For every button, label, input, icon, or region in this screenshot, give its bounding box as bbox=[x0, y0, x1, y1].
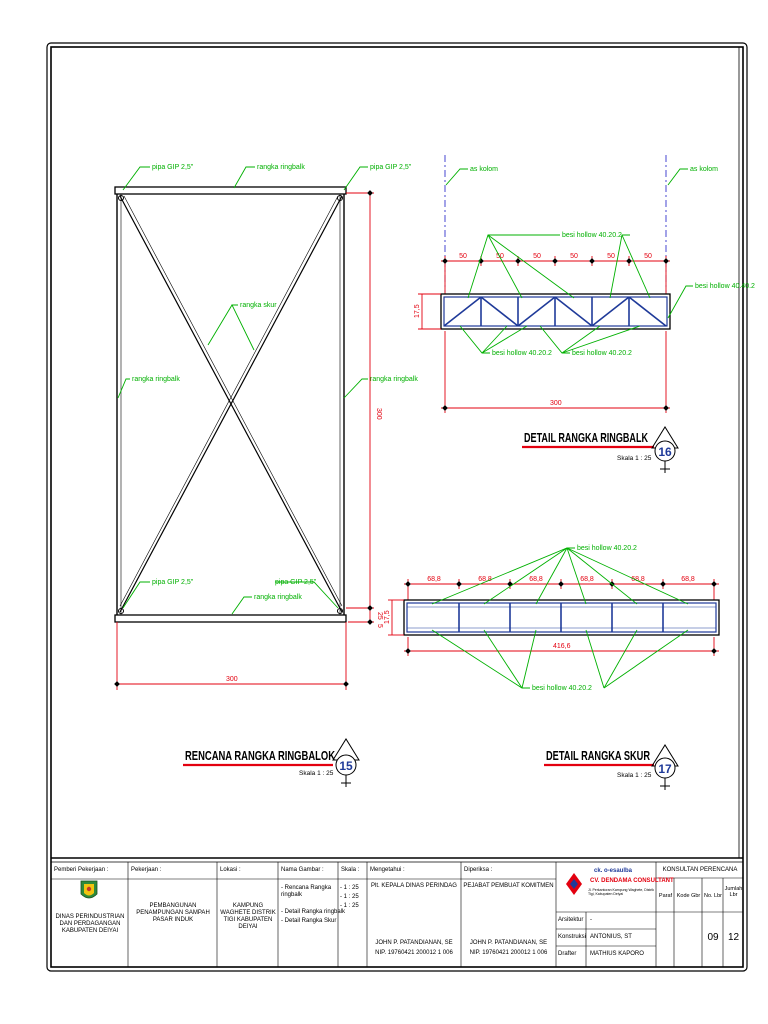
info-header: KONSULTAN PERENCANA bbox=[662, 867, 738, 873]
job-value: PEMBANGUNAN PENAMPUNGAN SAMPAH PASAR INDUK bbox=[136, 903, 210, 923]
info-paraf: Paraf bbox=[658, 893, 673, 899]
checked-nip: NIP. 19760421 200012 1 006 bbox=[469, 950, 548, 956]
approved-role: Plt. KEPALA DINAS PERINDAG bbox=[371, 883, 457, 889]
label-owner: Pemberi Pekerjaan : bbox=[54, 867, 109, 873]
label-drawing-name: Nama Gambar : bbox=[281, 867, 324, 873]
callout-as-kolom-left: as kolom bbox=[470, 166, 499, 173]
drawing-title-detail-ringbalk: DETAIL RANGKA RINGBALK bbox=[524, 430, 649, 445]
role-drafter: Drafter bbox=[558, 951, 577, 957]
name-arsitektur: - bbox=[590, 917, 592, 923]
dim-seg-6: 50 bbox=[644, 253, 652, 260]
callout-ringbalk-bottom: rangka ringbalk bbox=[254, 594, 302, 601]
checked-role: PEJABAT PEMBUAT KOMITMEN bbox=[463, 883, 554, 889]
ringbalk-bottom-beam bbox=[115, 615, 346, 622]
svg-text:15: 15 bbox=[339, 759, 353, 773]
dim-skur-seg-1: 68,8 bbox=[427, 576, 441, 583]
dim-seg-4: 50 bbox=[570, 253, 578, 260]
role-konstruksi: Konstruksi bbox=[558, 934, 587, 940]
drawing-name-2: - Detail Rangka ringbalk bbox=[281, 909, 346, 915]
info-kode: Kode Gbr bbox=[676, 893, 701, 899]
dim-seg-3: 50 bbox=[533, 253, 541, 260]
dim-edge-5: 5 bbox=[376, 624, 383, 628]
callout-hollow-40-20-bl: besi hollow 40.20.2 bbox=[492, 350, 552, 357]
drawing-scale-rencana: Skala 1 : 25 bbox=[299, 770, 334, 777]
drawing-title-detail-skur: DETAIL RANGKA SKUR bbox=[546, 748, 651, 763]
outer-border bbox=[47, 43, 747, 971]
callout-pipa-br: pipa GIP 2,5" bbox=[275, 579, 317, 586]
callout-pipa-tl: pipa GIP 2,5" bbox=[152, 164, 194, 171]
location-value: KAMPUNG WAGHETE DISTRIK TIGI KABUPATEN DEIYAI bbox=[220, 903, 276, 930]
sheet-total: 12 bbox=[727, 932, 740, 943]
dim-edge-25: 25 bbox=[376, 612, 383, 620]
label-scale: Skala : bbox=[341, 867, 360, 873]
drawing-name-1: - Rencana Rangka ringbalk bbox=[281, 885, 332, 898]
callout-skur-hollow-top: besi hollow 40.20.2 bbox=[577, 545, 637, 552]
dim-skur-height: 17,5 bbox=[384, 610, 391, 624]
role-arsitektur: Arsitektur bbox=[558, 917, 584, 923]
label-location: Lokasi : bbox=[220, 867, 241, 873]
dim-seg-1: 50 bbox=[459, 253, 467, 260]
checked-name: JOHN P. PATANDIANAN, SE bbox=[469, 940, 548, 946]
name-drafter: MATHIUS KAPORO bbox=[590, 951, 644, 957]
approved-nip: NIP. 19760421 200012 1 006 bbox=[375, 950, 453, 956]
dim-skur-seg-6: 68,8 bbox=[681, 576, 695, 583]
consultant-address: Jl. Perkantoran Kampung Waghete, Distrik Tigi, Kabupaten Deiyai bbox=[588, 888, 655, 897]
label-job: Pekerjaan : bbox=[131, 867, 162, 873]
drawing-detail-skur bbox=[384, 545, 719, 790]
dim-seg-2: 50 bbox=[496, 253, 504, 260]
info-jumlah: Jumlah Lbr bbox=[724, 886, 743, 899]
svg-text:16: 16 bbox=[658, 445, 672, 459]
dim-width-300: 300 bbox=[226, 676, 238, 683]
drawing-detail-ringbalk bbox=[414, 155, 755, 473]
inner-border bbox=[51, 47, 743, 967]
callout-hollow-40-40: besi hollow 40.40.2 bbox=[695, 283, 755, 290]
dim-skur-seg-3: 68,8 bbox=[529, 576, 543, 583]
scale-1: - 1 : 25 bbox=[340, 885, 359, 891]
drawing-name-3: - Detail Rangka Skur bbox=[281, 918, 337, 924]
callout-as-kolom-right: as kolom bbox=[690, 166, 719, 173]
info-no: No. Lbr bbox=[703, 893, 723, 899]
callout-hollow-40-20-br: besi hollow 40.20.2 bbox=[572, 350, 632, 357]
callout-pipa-tr: pipa GIP 2,5" bbox=[370, 164, 412, 171]
callout-pipa-bl: pipa GIP 2,5" bbox=[152, 579, 194, 586]
scale-2: - 1 : 25 bbox=[340, 894, 359, 900]
name-konstruksi: ANTONIUS, ST bbox=[590, 934, 632, 940]
callout-skur: rangka skur bbox=[240, 302, 277, 309]
dim-skur-total: 416,6 bbox=[553, 643, 571, 650]
callout-ringbalk-left: rangka ringbalk bbox=[132, 376, 180, 383]
approved-name: JOHN P. PATANDIANAN, SE bbox=[375, 940, 453, 946]
callout-ringbalk-top: rangka ringbalk bbox=[257, 164, 305, 171]
consultant-logo-icon bbox=[566, 873, 582, 895]
drawing-scale-detail-skur: Skala 1 : 25 bbox=[617, 772, 652, 779]
regency-emblem-icon bbox=[81, 881, 97, 898]
callout-skur-hollow-bottom: besi hollow 40.20.2 bbox=[532, 685, 592, 692]
dim-total-300: 300 bbox=[550, 400, 562, 407]
dim-skur-seg-2: 68,8 bbox=[478, 576, 492, 583]
svg-text:17: 17 bbox=[658, 762, 672, 776]
callout-hollow-40-20-top: besi hollow 40.20.2 bbox=[562, 232, 622, 239]
drawing-scale-detail-ringbalk: Skala 1 : 25 bbox=[617, 455, 652, 462]
drawing-title-rencana: RENCANA RANGKA RINGBALOK bbox=[185, 748, 336, 763]
dim-seg-5: 50 bbox=[607, 253, 615, 260]
dim-skur-seg-5: 68,8 bbox=[631, 576, 645, 583]
drawing-number-badge-17 bbox=[652, 745, 678, 790]
dim-height-17-5: 17,5 bbox=[414, 304, 421, 318]
sheet-number: 09 bbox=[707, 932, 719, 943]
label-approved: Mengetahui : bbox=[370, 867, 405, 873]
callout-ringbalk-right: rangka ringbalk bbox=[370, 376, 418, 383]
scale-3: - 1 : 25 bbox=[340, 903, 359, 909]
owner-value: DINAS PERINDUSTRIAN DAN PERDAGANGAN KABUPATEN DEIYAI bbox=[55, 914, 125, 934]
drawing-number-badge-15 bbox=[333, 739, 359, 787]
consultant-name: CV. DENDAMA CONSULTANT bbox=[590, 878, 674, 884]
label-checked: Diperiksa : bbox=[464, 867, 493, 873]
drawing-number-badge-16 bbox=[652, 427, 678, 473]
ringbalk-top-beam bbox=[115, 187, 346, 194]
drawing-rencana-rangka bbox=[114, 164, 418, 787]
dim-height-300: 300 bbox=[375, 408, 382, 420]
dim-skur-seg-4: 68,8 bbox=[580, 576, 594, 583]
consultant-logo-top: ck. o-esaulba bbox=[594, 868, 633, 874]
